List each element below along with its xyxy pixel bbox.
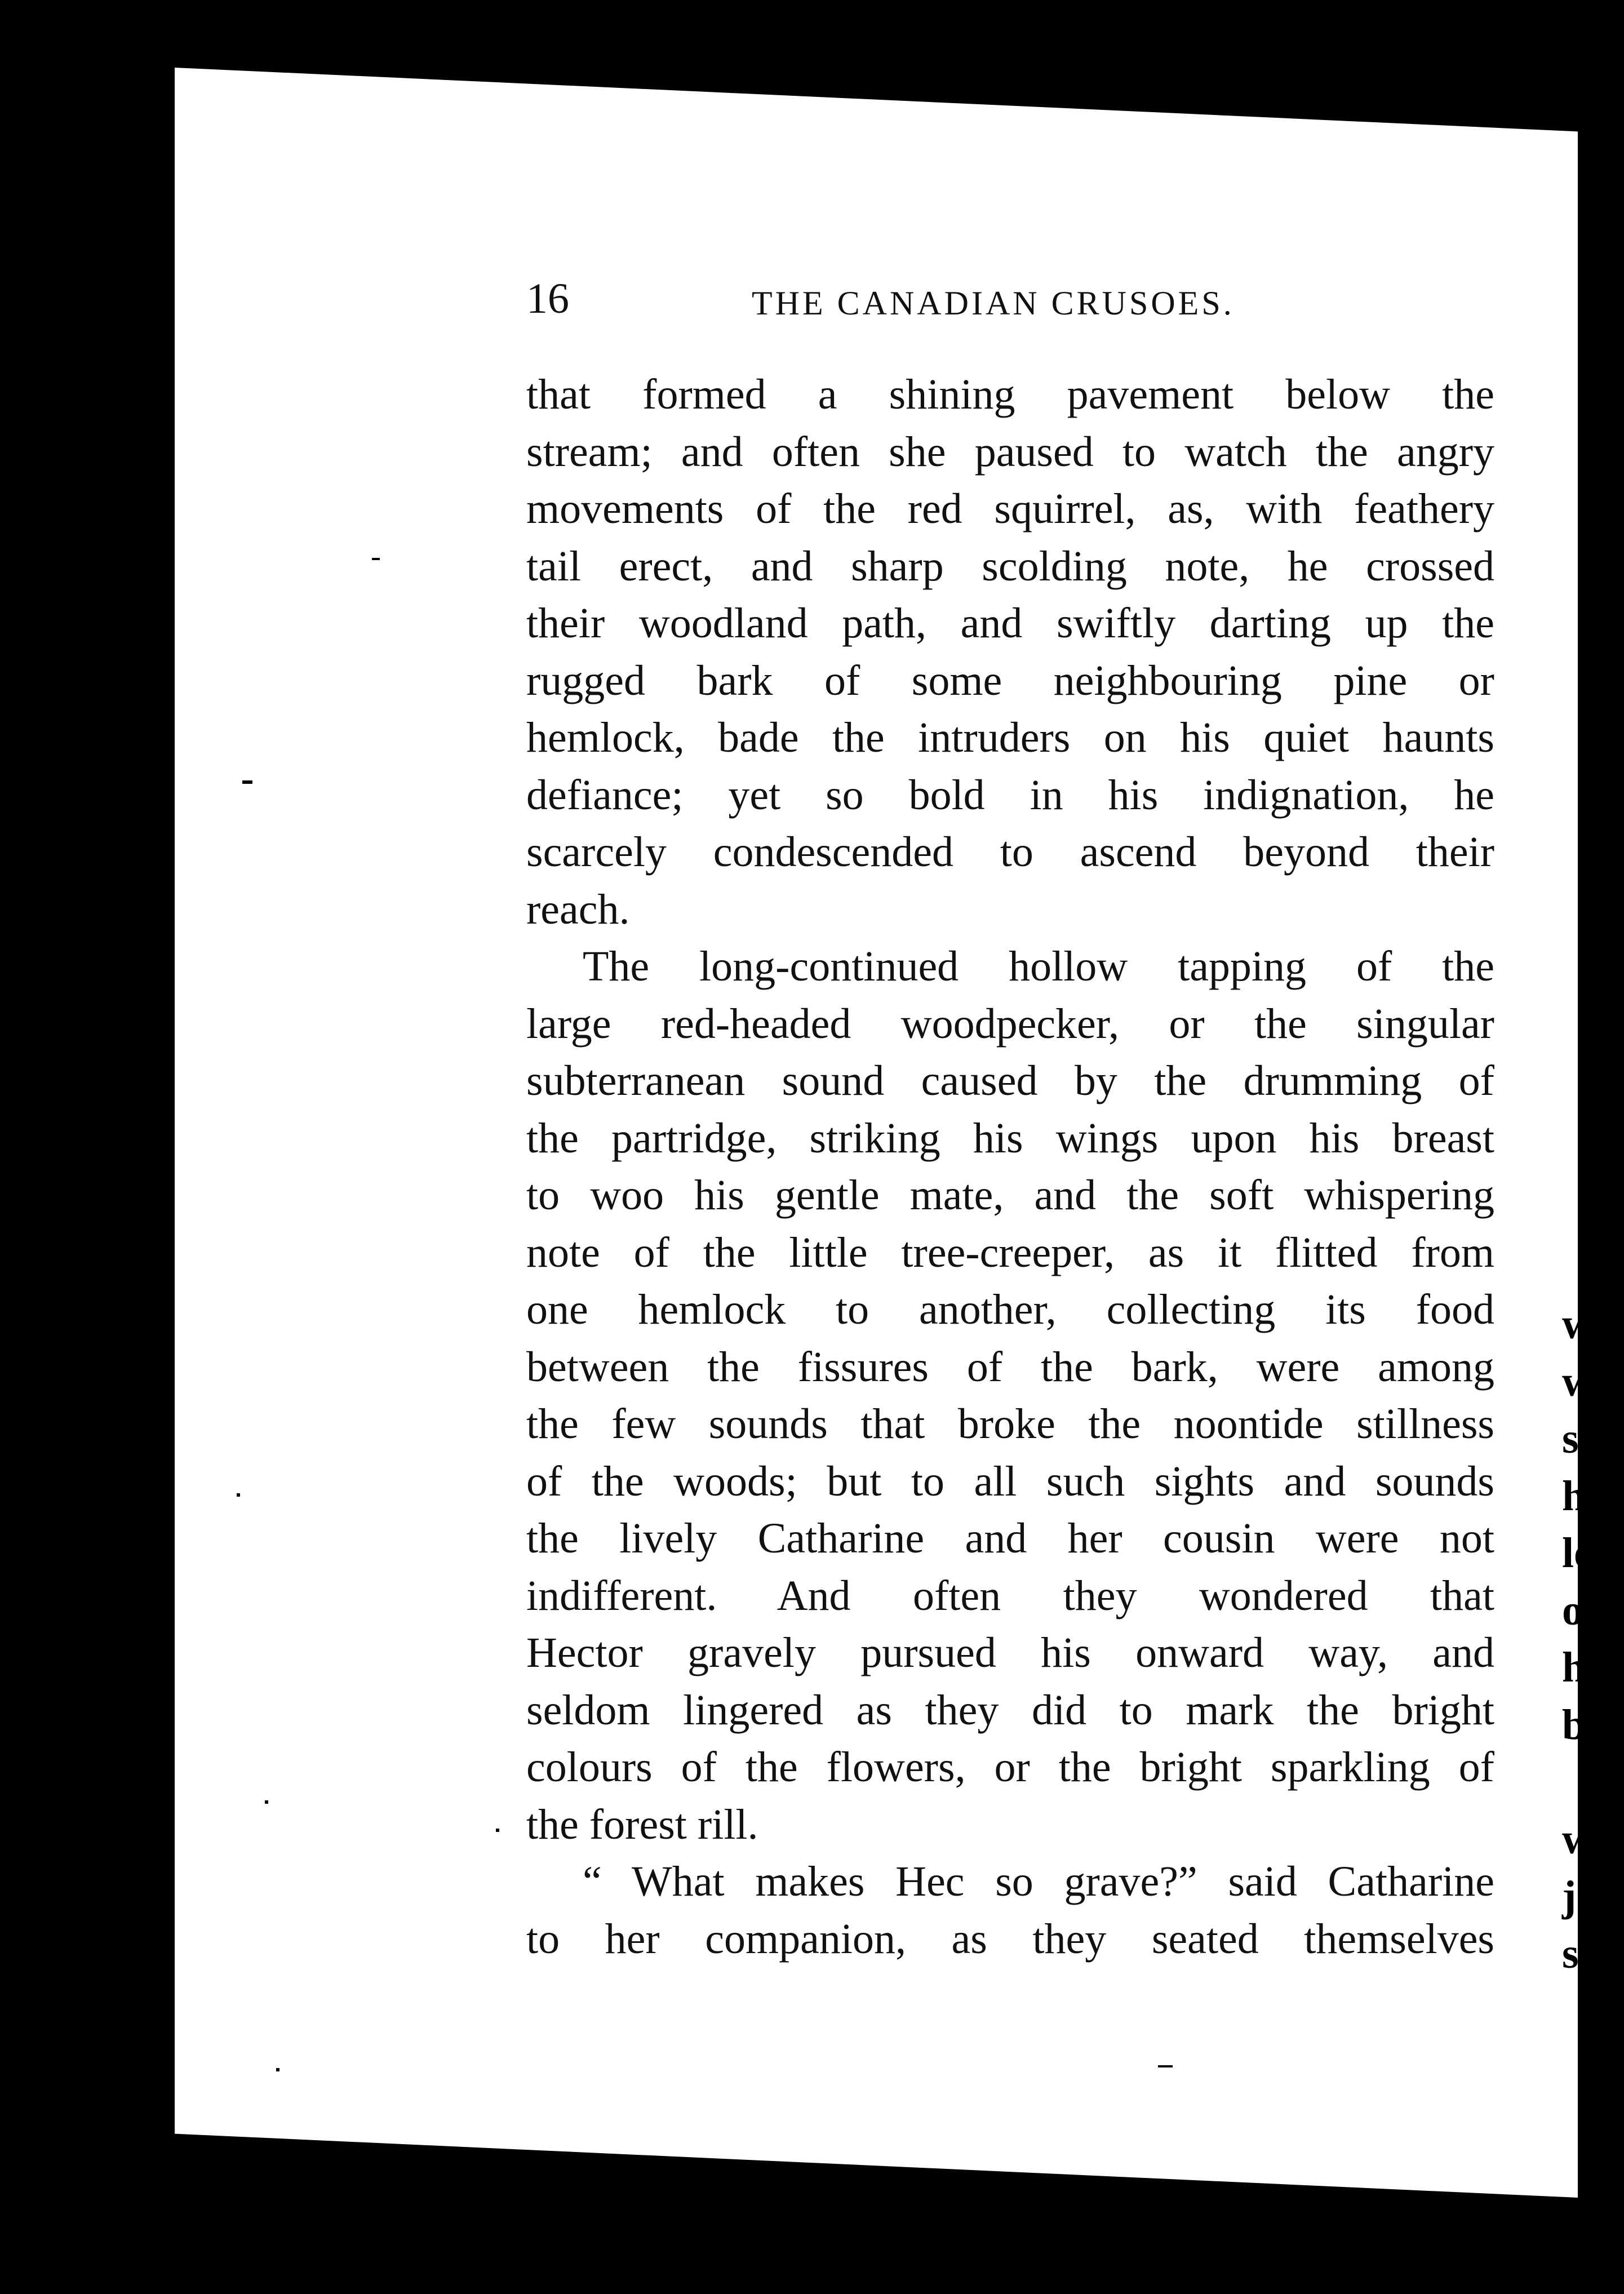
text-line: Hector gravely pursued his onward way, and — [526, 1629, 1494, 1676]
text-line: scarcely condescended to ascend beyond their — [526, 828, 1494, 876]
scan-speck — [124, 1600, 175, 1603]
text-line: the partridge, striking his wings upon his breast — [526, 1114, 1494, 1162]
text-line: The long-continued hollow tapping of the — [583, 943, 1494, 990]
text-line: note of the little tree-creeper, as it flitted from — [526, 1228, 1494, 1276]
text-line: seldom lingered as they did to mark the bright — [526, 1686, 1494, 1734]
edge-letter: jo — [1562, 1873, 1598, 1920]
text-line: colours of the flowers, or the bright sparkling of — [526, 1743, 1494, 1791]
edge-letter: h — [1562, 1644, 1586, 1691]
text-line: the lively Catharine and her cousin were not — [526, 1515, 1494, 1562]
scan-speck — [265, 1800, 268, 1804]
facing-page-edge — [1562, 1296, 1603, 1982]
text-line: movements of the red squirrel, as, with feathery — [526, 485, 1494, 533]
edge-letter: su — [1562, 1929, 1603, 1977]
text-line: tail erect, and sharp scolding note, he crossed — [526, 542, 1494, 590]
text-line: the forest rill. — [526, 1800, 758, 1848]
text-line: rugged bark of some neighbouring pine or — [526, 656, 1494, 704]
text-line: of the woods; but to all such sights and sounds — [526, 1457, 1494, 1505]
text-line: one hemlock to another, collecting its food — [526, 1286, 1494, 1333]
text-line: their woodland path, and swiftly darting up the — [526, 600, 1494, 647]
scan-speck — [276, 2068, 279, 2071]
page-header — [526, 270, 1270, 338]
text-line: stream; and often she paused to watch the angry — [526, 428, 1494, 476]
text-line: between the fissures of the bark, were among — [526, 1343, 1494, 1391]
scan-speck — [496, 1829, 499, 1832]
text-line: subterranean sound caused by the drumming of — [526, 1057, 1494, 1104]
text-line: large red-headed woodpecker, or the singular — [526, 1000, 1494, 1048]
scan-speck — [237, 1493, 240, 1497]
text-line: “ What makes Hec so grave?” said Catharine — [583, 1858, 1494, 1905]
edge-letter: w — [1562, 1357, 1593, 1405]
scan-speck — [372, 558, 380, 560]
running-title: THE CANADIAN CRUSOES. — [752, 285, 1235, 322]
text-line: to her companion, as they seated themselves — [526, 1915, 1494, 1963]
edge-letter: b — [1562, 1701, 1586, 1749]
edge-letter — [1562, 1754, 1596, 1811]
scan-speck — [1158, 2065, 1173, 2067]
edge-letter: w — [1562, 1815, 1593, 1863]
edge-letter: s — [1562, 1415, 1579, 1462]
body-text — [526, 366, 1494, 1968]
page-number: 16 — [526, 275, 569, 322]
edge-letter: o — [1562, 1586, 1583, 1634]
text-line: reach. — [526, 885, 630, 933]
text-line: defiance; yet so bold in his indignation, he — [526, 771, 1494, 819]
scan-speck — [242, 780, 252, 784]
edge-letter: le — [1562, 1529, 1593, 1577]
text-line: to woo his gentle mate, and the soft whispering — [526, 1172, 1494, 1219]
text-line: indifferent. And often they wondered that — [526, 1572, 1494, 1619]
text-line: hemlock, bade the intruders on his quiet haunts — [526, 714, 1494, 761]
text-line: that formed a shining pavement below the — [526, 371, 1494, 418]
edge-letter: h — [1562, 1472, 1586, 1520]
text-line: the few sounds that broke the noontide stillness — [526, 1400, 1494, 1448]
edge-letter: w — [1562, 1301, 1593, 1348]
